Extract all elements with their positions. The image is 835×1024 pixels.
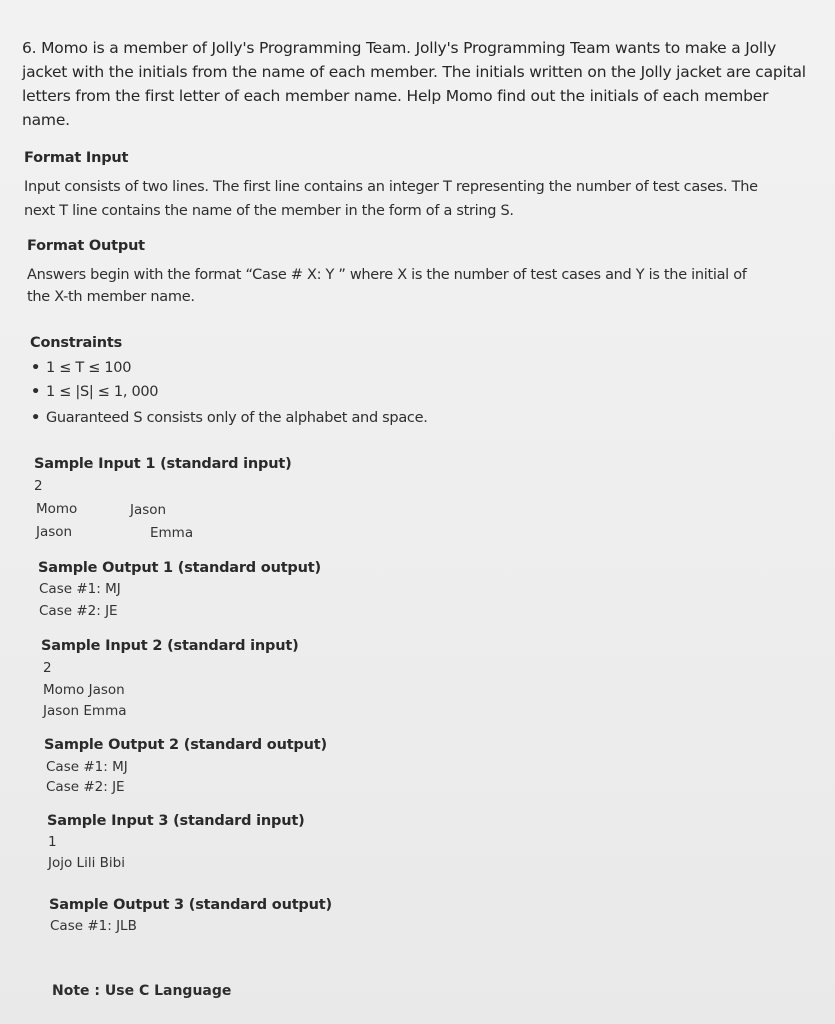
constraints-heading: Constraints: [30, 335, 123, 351]
format-output-heading: Format Output: [27, 238, 145, 254]
sample-input-3-line: 1: [48, 834, 57, 850]
sample-input-1-cell: Emma: [150, 525, 194, 541]
problem-line: 6. Momo is a member of Jolly's Programming Team. Jolly's Programming Team wants to make a Jolly: [22, 39, 777, 57]
format-output-line: the X-th member name.: [27, 289, 195, 305]
problem-line: name.: [22, 111, 70, 129]
constraint-item: • 1 ≤ T ≤ 100: [31, 360, 131, 376]
sample-input-2-line: Jason Emma: [43, 703, 127, 719]
sample-input-2-line: Momo Jason: [43, 682, 125, 698]
sample-output-1-heading: Sample Output 1 (standard output): [38, 560, 321, 576]
format-output-line: Answers begin with the format “Case # X: Y ” where X is the number of test cases and Y is the initial of: [27, 267, 747, 283]
sample-output-2-line: Case #1: MJ: [46, 759, 128, 775]
language-note: Note : Use C Language: [52, 983, 232, 999]
sample-input-2-line: 2: [43, 660, 52, 676]
sample-input-1-cell: Jason: [130, 502, 167, 518]
sample-input-3-heading: Sample Input 3 (standard input): [47, 813, 305, 829]
sample-output-3-heading: Sample Output 3 (standard output): [49, 897, 332, 913]
format-input-line: next T line contains the name of the member in the form of a string S.: [24, 203, 514, 219]
constraint-item: • Guaranteed S consists only of the alphabet and space.: [31, 410, 428, 426]
sample-input-3-line: Jojo Lili Bibi: [48, 855, 125, 871]
sample-input-1-heading: Sample Input 1 (standard input): [34, 456, 292, 472]
constraint-item: • 1 ≤ |S| ≤ 1, 000: [31, 384, 158, 400]
sample-output-3-line: Case #1: JLB: [50, 918, 137, 934]
problem-line: jacket with the initials from the name of each member. The initials written on the Jolly jacket are capital: [22, 63, 806, 81]
problem-line: letters from the first letter of each member name. Help Momo find out the initials of each member: [22, 87, 769, 105]
format-input-heading: Format Input: [24, 150, 129, 166]
format-input-line: Input consists of two lines. The first line contains an integer T representing the number of test cases. The: [24, 179, 758, 195]
sample-input-1-cell: Jason: [36, 524, 73, 540]
sample-output-1-line: Case #1: MJ: [39, 581, 121, 597]
sample-input-2-heading: Sample Input 2 (standard input): [41, 638, 299, 654]
sample-input-1-cell: Momo: [36, 501, 78, 517]
sample-output-1-line: Case #2: JE: [39, 603, 118, 619]
problem-statement: [22, 36, 812, 132]
sample-input-1-count: 2: [34, 478, 43, 494]
sample-output-2-heading: Sample Output 2 (standard output): [44, 737, 327, 753]
sample-output-2-line: Case #2: JE: [46, 779, 125, 795]
